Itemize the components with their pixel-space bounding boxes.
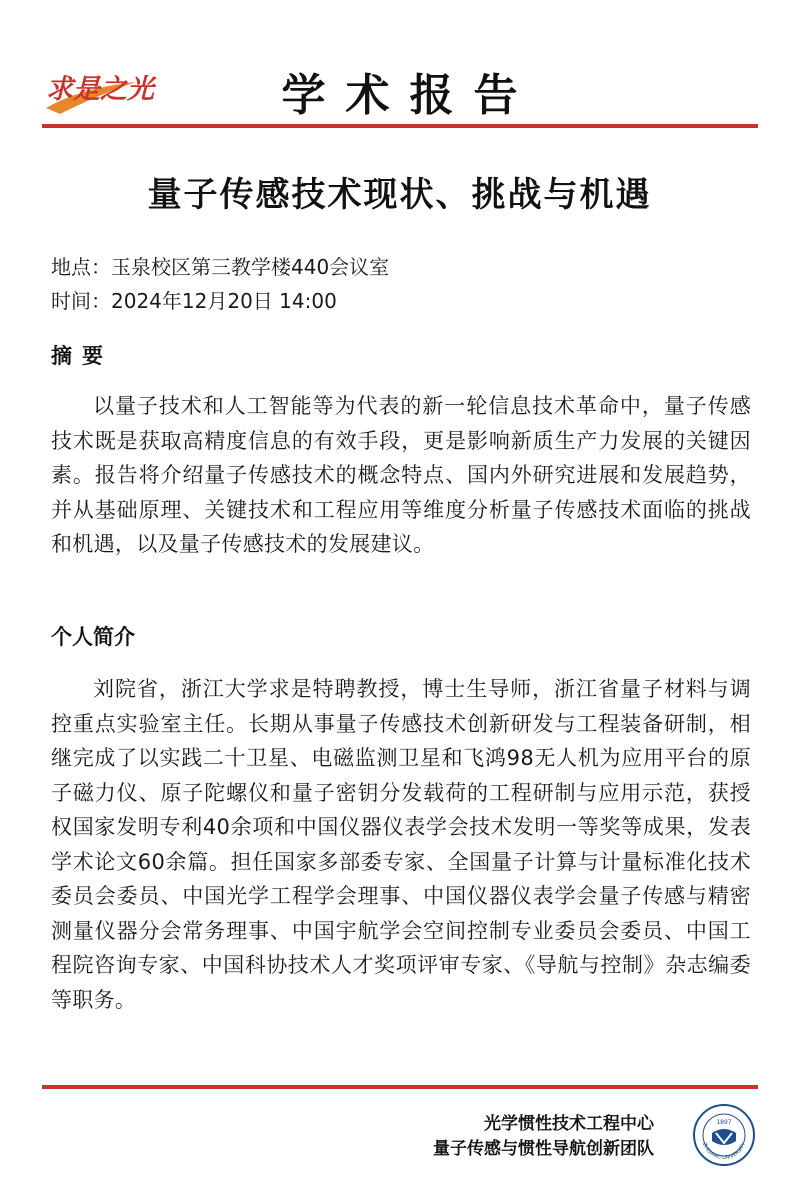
page-header-title: 学术报告 (281, 70, 538, 121)
emblem-year: 1897 (716, 1119, 732, 1126)
zhejiang-university-emblem-icon (692, 1103, 756, 1167)
bio-heading: 个人简介 (51, 625, 135, 649)
bio-text: 刘院省，浙江大学求是特聘教授，博士生导师，浙江省量子材料与调控重点实验室主任。长期从事量子传感技术创新研发与工程装备研制，相继完成了以实践二十卫星、电磁监测卫星和飞鸿98无人机为应用平台的原子磁力仪、原子陀螺仪和量子密钥分发载荷的工程研制与应用示范，获授权国家发明专利40余项和中国仪器仪表学会技术发明一等奖等成果，发表学术论文60余篇。担任国家多部委专家、全国量子计算与计量标准化技术委员会委员、中国光学工程学会理事、中国仪器仪表学会量子传感与精密测量仪器分会常务理事、中国宇航学会空间控制专业委员会委员、中国工程院咨询专家、中国科协技术人才奖项评审专家、《导航与控制》杂志编委等职务。 (51, 677, 751, 1012)
org-name-center: 光学惯性技术工程中心 (484, 1114, 654, 1134)
report-location: 地点：玉泉校区第三教学楼440会议室 (51, 255, 390, 279)
abstract-heading: 摘要 (51, 344, 113, 368)
abstract-text: 以量子技术和人工智能等为代表的新一轮信息技术革命中，量子传感技术既是获取高精度信息的有效手段，更是影响新质生产力发展的关键因素。报告将介绍量子传感技术的概念特点、国内外研究进展和发展趋势，并从基础原理、关键技术和工程应用等维度分析量子传感技术面临的挑战和机遇，以及量子传感技术的发展建议。 (51, 394, 751, 556)
org-name-team: 量子传感与惯性导航创新团队 (433, 1139, 654, 1159)
logo-text: 求是之光 (46, 74, 154, 105)
bottom-divider (42, 1085, 758, 1089)
emblem-university-name: ZHEJIANG UNIVERSITY (701, 1141, 747, 1162)
report-time: 时间：2024年12月20日 14:00 (51, 289, 337, 313)
top-divider (42, 124, 758, 128)
report-title: 量子传感技术现状、挑战与机遇 (147, 175, 652, 215)
